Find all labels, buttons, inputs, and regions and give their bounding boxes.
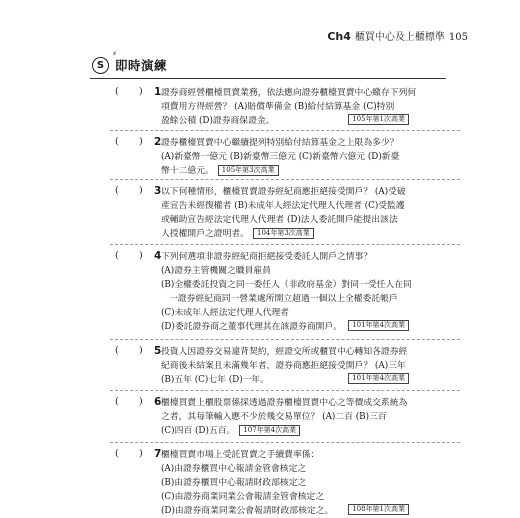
chapter-label: Ch4 (327, 30, 351, 43)
section-heading (92, 49, 168, 74)
question-line-text: 產宣告未經復權者 (B)未成年人經法定代理人代理者 (C)受監護 (161, 201, 405, 211)
exam-source-badge: 104年第3次高業 (253, 228, 314, 239)
question-line-text: 幣十二億元。 (161, 166, 214, 176)
question-line-text: (A)新臺幣一億元 (B)新臺幣三億元 (C)新臺幣六億元 (D)新臺 (161, 152, 400, 162)
question-line-text: 證券櫃檯買賣中心繼續提列特別給付結算基金之上限為多少？ (161, 138, 399, 148)
answer-blank-open: ( (115, 448, 119, 459)
question-divider (110, 442, 460, 443)
question-number: 1 (154, 86, 162, 98)
question-line-text: (C)由證券商業同業公會報請金管會核定之 (161, 492, 325, 502)
question-line (161, 424, 409, 438)
answer-blank-close: ) (139, 448, 143, 459)
question-line (161, 86, 417, 100)
exam-source-badge: 101年第4次高業 (348, 320, 409, 331)
question-line-text: 證券商經營櫃檯買賣業務，依法應向證券櫃檯買賣中心繳存下列何 (161, 88, 417, 98)
question-line-text: 人授權開戶之證明者。 (161, 229, 249, 239)
question-line-text: (C)未成年人經法定代理人代理者 (161, 308, 289, 318)
answer-blank-open: ( (115, 136, 119, 147)
question-line-text: (B)全權委託投資之同一委任人（非政府基金）對同一受任人在同 (161, 280, 412, 290)
question-line (161, 164, 409, 178)
section-rule (90, 78, 446, 79)
question-text (161, 396, 409, 438)
question-line-text: (A)證券主管機關之職員雇員 (161, 266, 271, 276)
spark-icon: ⚡ (112, 49, 117, 58)
question-text (161, 250, 412, 334)
question-line (161, 448, 409, 462)
question-number: 5 (154, 345, 162, 357)
question-divider (110, 130, 460, 131)
question-line-text: 或輔助宣告經法定代理人代理者 (D)法人委託開戶能提出該法 (161, 215, 398, 225)
question-line-text: 櫃檯買賣上櫃股票係採透過證券櫃檯買賣中心之等價成交系統為 (161, 398, 408, 408)
question-text (161, 448, 409, 518)
question-line-text: 櫃檯買賣市場上受託買賣之手續費率係： (161, 450, 320, 460)
page-header (327, 28, 468, 43)
question-divider (110, 244, 460, 245)
question-line (161, 504, 409, 518)
answer-blank-open: ( (115, 396, 119, 407)
question-line (161, 373, 409, 387)
question-line-text: (B)五年 (C)七年 (D)一年。 (161, 375, 270, 385)
question-line (161, 227, 409, 241)
question-line (161, 462, 409, 476)
answer-blank-close: ) (139, 86, 143, 97)
question-line (161, 345, 409, 359)
exam-source-badge: 101年第4次高業 (348, 373, 409, 384)
stopwatch-icon (92, 49, 117, 74)
question-number: 2 (154, 136, 162, 148)
section-title: 即時演練 (115, 58, 168, 73)
question-line (161, 264, 409, 278)
question-divider (110, 179, 460, 180)
question-line (161, 199, 409, 213)
exam-source-badge: 105年第3次高業 (218, 165, 279, 176)
question-text (161, 345, 409, 387)
question-line (161, 490, 409, 504)
exam-source-badge: 105年第1次高業 (348, 114, 409, 125)
question-line (161, 150, 409, 164)
question-number: 4 (154, 250, 162, 262)
answer-blank-open: ( (115, 86, 119, 97)
question-line (161, 185, 409, 199)
question-line-text: (B)由證券櫃買中心報請財政部核定之 (161, 478, 307, 488)
exam-source-badge: 108年第1次高業 (348, 504, 409, 515)
question-line-text: 之者，其每筆輸入應不少於幾交易單位？ (A)二百 (B)三百 (161, 412, 387, 422)
question-line (161, 250, 409, 264)
answer-blank-close: ) (139, 250, 143, 261)
question-line-text: (C)四百 (D)五百。 (161, 426, 236, 436)
question-line (161, 306, 409, 320)
question-number: 3 (154, 185, 162, 197)
question-line (161, 359, 409, 373)
question-line (161, 100, 409, 114)
question-line-text: 以下何種情形，櫃檯買賣證券經紀商應拒絕接受開戶？ (A)受破 (161, 187, 406, 197)
question-line-text: 項費用方得經營？ (A)賠償準備金 (B)給付結算基金 (C)特別 (161, 102, 395, 112)
answer-blank-close: ) (139, 185, 143, 196)
exam-source-badge: 107年第4次高業 (239, 425, 300, 436)
question-line (161, 136, 409, 150)
question-text (161, 136, 409, 178)
question-line-text: 盈餘公積 (D)證券商保證金。 (161, 116, 275, 126)
answer-blank-close: ) (139, 345, 143, 356)
question-line-text: 一證券經紀商同一營業處所開立超過一個以上全權委託帳戶 (169, 294, 398, 304)
question-line (161, 213, 409, 227)
answer-blank-open: ( (115, 345, 119, 356)
question-line (161, 410, 409, 424)
stopwatch-icon-letter: S (96, 59, 105, 71)
question-line-text: (D)由證券商業同業公會報請財政部核定之。 (161, 506, 334, 516)
question-divider (110, 390, 460, 391)
answer-blank-open: ( (115, 185, 119, 196)
question-line (161, 396, 409, 410)
question-divider (110, 339, 460, 340)
question-line-text: 紀商後未結案且未滿幾年者，證券商應拒絕接受開戶？ (A)三年 (161, 361, 406, 371)
chapter-title: 櫃買中心及上櫃標準 (354, 32, 445, 43)
question-line (161, 114, 409, 128)
question-line (161, 278, 412, 292)
question-line-text: (D)委託證券商之董事代理其在該證券商開戶。 (161, 322, 343, 332)
question-line-text: (A)由證券櫃買中心報請金管會核定之 (161, 464, 307, 474)
answer-blank-close: ) (139, 136, 143, 147)
answer-blank-open: ( (115, 250, 119, 261)
page-number: 105 (448, 32, 468, 43)
question-line (161, 292, 409, 306)
question-line (161, 476, 409, 490)
question-text (161, 185, 409, 241)
question-number: 6 (154, 396, 162, 408)
question-number: 7 (154, 448, 162, 460)
question-line-text: 投資人因證券交易違背契約，經證交所或櫃買中心轉知各證券經 (161, 347, 408, 357)
question-line (161, 320, 409, 334)
question-line-text: 下列何選項非證券經紀商拒絕接受委託人開戶之情事？ (161, 252, 373, 262)
answer-blank-close: ) (139, 396, 143, 407)
question-text (161, 86, 417, 128)
